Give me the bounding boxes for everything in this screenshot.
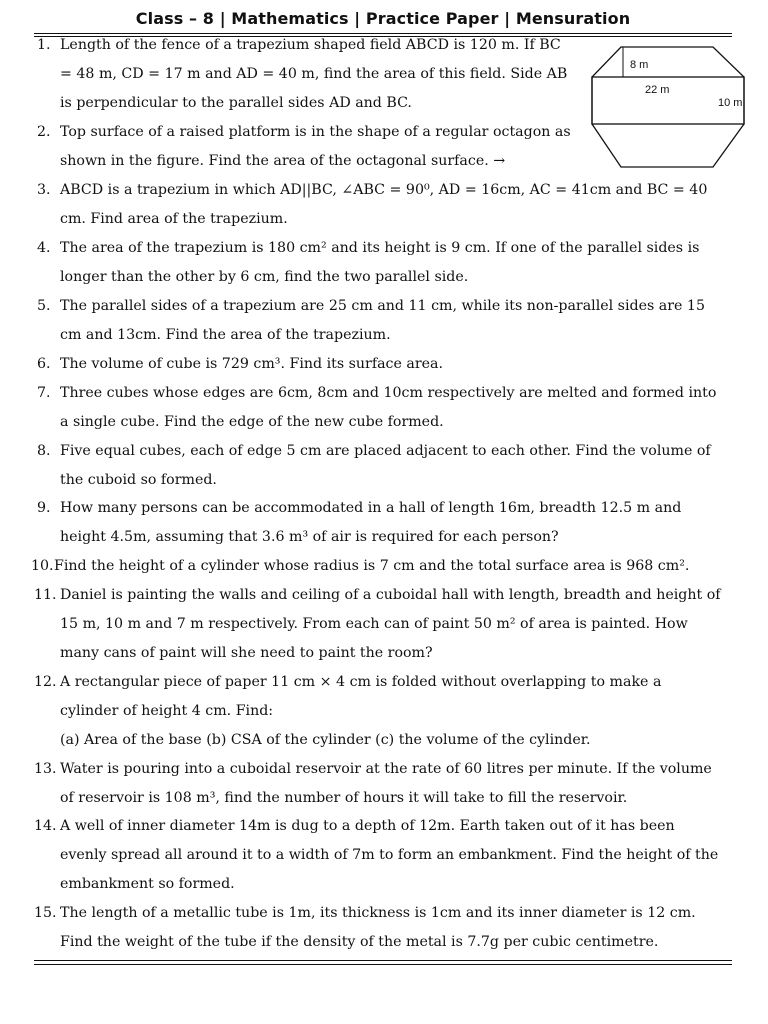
question-number: 10. (31, 558, 54, 574)
question-line: ABCD is a trapezium in which AD||BC, ∠ABC = 90⁰, AD = 16cm, AC = 41cm and BC = 40 (60, 182, 708, 198)
question-line: longer than the other by 6 cm, find the two parallel side. (60, 269, 469, 285)
question-line: is perpendicular to the parallel sides AD and BC. (60, 95, 412, 111)
question-number: 6. (37, 356, 51, 372)
question-number: 11. (34, 587, 57, 603)
page-title: Class – 8 | Mathematics | Practice Paper | Mensuration (135, 9, 631, 28)
question-number: 8. (37, 443, 51, 459)
question-line: Water is pouring into a cuboidal reservoir at the rate of 60 litres per minute. If the volume (60, 761, 712, 777)
question-number: 9. (37, 500, 51, 516)
question-line: Find the weight of the tube if the density of the metal is 7.7g per cubic centimetre. (60, 934, 659, 950)
question-line: cm and 13cm. Find the area of the trapezium. (60, 327, 391, 343)
question-number: 14. (34, 818, 57, 834)
question-number: 5. (37, 298, 51, 314)
label-10m: 10 m (718, 97, 743, 109)
question-line: Three cubes whose edges are 6cm, 8cm and 10cm respectively are melted and formed into (60, 385, 717, 401)
question-number: 13. (34, 761, 57, 777)
question-line: cylinder of height 4 cm. Find: (60, 703, 274, 719)
question-line: 15 m, 10 m and 7 m respectively. From each can of paint 50 m² of area is painted. How (60, 616, 688, 632)
question-line: Top surface of a raised platform is in the shape of a regular octagon as (60, 124, 571, 140)
question-number: 15. (34, 905, 57, 921)
question-line: How many persons can be accommodated in a hall of length 16m, breadth 12.5 m and (60, 500, 682, 516)
question-line: Find the height of a cylinder whose radius is 7 cm and the total surface area is 968 cm². (54, 558, 690, 574)
question-line: many cans of paint will she need to paint the room? (60, 645, 433, 661)
question-line: The area of the trapezium is 180 cm² and its height is 9 cm. If one of the parallel sides is (60, 240, 700, 256)
question-line: cm. Find area of the trapezium. (60, 211, 288, 227)
question-number: 3. (37, 182, 51, 198)
question-line: A rectangular piece of paper 11 cm × 4 cm is folded without overlapping to make a (60, 674, 662, 690)
question-line: Length of the fence of a trapezium shaped field ABCD is 120 m. If BC (60, 37, 561, 53)
label-8m: 8 m (630, 59, 649, 71)
question-line: of reservoir is 108 m³, find the number of hours it will take to fill the reservoir. (60, 790, 628, 806)
question-line: the cuboid so formed. (60, 472, 217, 488)
question-line: shown in the figure. Find the area of the octagonal surface. → (60, 153, 506, 169)
question-number: 12. (34, 674, 57, 690)
question-line: height 4.5m, assuming that 3.6 m³ of air is required for each person? (60, 529, 559, 545)
question-line: The length of a metallic tube is 1m, its thickness is 1cm and its inner diameter is 12 cm. (60, 905, 696, 921)
question-line: evenly spread all around it to a width of 7m to form an embankment. Find the height of the (60, 847, 719, 863)
question-line: Daniel is painting the walls and ceiling of a cuboidal hall with length, breadth and height of (60, 587, 721, 603)
question-line: = 48 m, CD = 17 m and AD = 40 m, find the area of this field. Side AB (60, 66, 568, 82)
question-number: 1. (37, 37, 51, 53)
question-line: (a) Area of the base (b) CSA of the cylinder (c) the volume of the cylinder. (60, 732, 591, 748)
question-line: embankment so formed. (60, 876, 235, 892)
question-line: The volume of cube is 729 cm³. Find its surface area. (60, 356, 444, 372)
question-line: The parallel sides of a trapezium are 25 cm and 11 cm, while its non-parallel sides are 15 (60, 298, 705, 314)
footer-rule-bottom (34, 964, 732, 965)
question-number: 7. (37, 385, 51, 401)
question-line: a single cube. Find the edge of the new cube formed. (60, 414, 444, 430)
question-number: 2. (37, 124, 51, 140)
label-22m: 22 m (645, 84, 670, 96)
footer-rule-top (34, 960, 732, 961)
question-line: A well of inner diameter 14m is dug to a depth of 12m. Earth taken out of it has been (60, 818, 675, 834)
question-line: Five equal cubes, each of edge 5 cm are placed adjacent to each other. Find the volume of (60, 443, 711, 459)
octagon-figure (586, 42, 756, 177)
question-number: 4. (37, 240, 51, 256)
